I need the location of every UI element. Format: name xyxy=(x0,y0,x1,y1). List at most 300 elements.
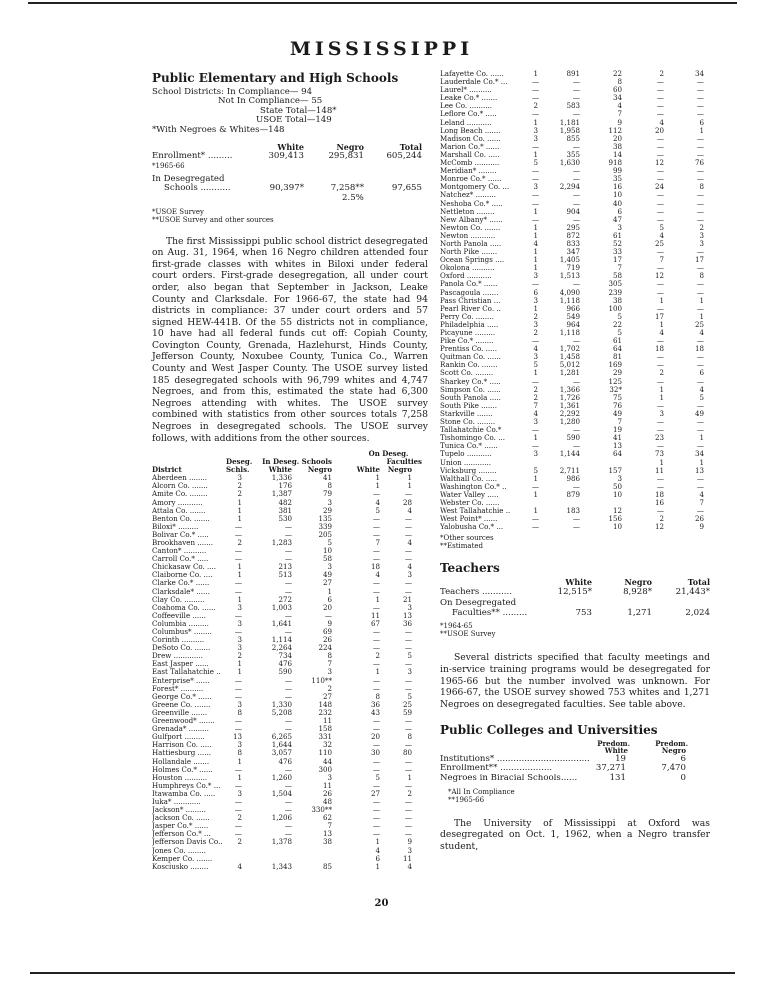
district-value: — xyxy=(532,514,540,524)
district-value: — xyxy=(234,578,242,588)
district-value: 34 xyxy=(694,69,704,78)
colleges-heading: Public Colleges and Universities xyxy=(440,723,658,738)
district-value: — xyxy=(656,206,664,216)
district-value: 25 xyxy=(402,699,412,709)
district-value: — xyxy=(656,101,664,111)
district-value: — xyxy=(696,174,704,184)
district-name: Tupelo ........... xyxy=(440,450,492,459)
district-name: Attala Co. ....... xyxy=(152,506,206,515)
district-row xyxy=(440,450,710,458)
district-name: Hattiesburg ...... xyxy=(152,749,212,758)
district-name: Kemper Co. ....... xyxy=(152,854,213,863)
district-value: 5 xyxy=(617,328,622,337)
district-value: 3 xyxy=(407,602,412,612)
district-value: — xyxy=(372,586,380,596)
deseg-faculties-row: Faculties** ......... 753 1,271 2,024 xyxy=(452,607,710,618)
district-value: 2 xyxy=(237,651,242,661)
district-name: Benton Co. ....... xyxy=(152,514,210,523)
district-name: Simpson Co. ...... xyxy=(440,385,501,394)
survey-note-2: **USOE Survey and other sources xyxy=(152,215,274,224)
district-value: — xyxy=(284,796,292,806)
district-value: 347 xyxy=(566,247,580,257)
district-name: Clarksdale* ...... xyxy=(152,587,210,596)
district-value: — xyxy=(696,149,704,159)
district-value: 1 xyxy=(375,667,380,677)
district-value: — xyxy=(572,279,580,289)
district-table-left xyxy=(152,450,428,871)
district-value: 38 xyxy=(612,295,622,305)
district-value: 5 xyxy=(407,691,412,701)
district-value: 1,330 xyxy=(271,699,292,709)
district-value: 135 xyxy=(318,513,332,523)
district-value: 11 xyxy=(322,716,332,726)
district-value: 8 xyxy=(327,481,332,491)
district-value: 5 xyxy=(375,772,380,782)
district-value: 1,405 xyxy=(559,255,580,265)
district-value: — xyxy=(532,77,540,87)
district-name: Coffeeville ...... xyxy=(152,611,206,620)
district-value: — xyxy=(696,506,704,516)
district-value: 1,260 xyxy=(271,772,292,782)
district-value: 1,387 xyxy=(271,489,292,499)
district-value: — xyxy=(234,821,242,831)
district-name: Tallahatchie Co.* xyxy=(440,426,502,435)
district-value: — xyxy=(572,190,580,200)
district-name: Monroe Co.* ...... xyxy=(440,175,502,184)
district-value: 6 xyxy=(327,594,332,604)
district-value: — xyxy=(372,829,380,839)
district-value: — xyxy=(696,109,704,119)
district-value: — xyxy=(404,546,412,556)
district-name: Jackson Co. ...... xyxy=(152,814,210,823)
district-value: 183 xyxy=(566,506,580,516)
district-name: East Tallahatchie .. xyxy=(152,668,221,677)
district-name: Pearl River Co. .. xyxy=(440,304,501,313)
district-name: Columbia ......... xyxy=(152,619,209,628)
district-value: 19 xyxy=(612,425,622,435)
district-name: Vicksburg ........ xyxy=(440,466,497,475)
district-name: Water Valley ..... xyxy=(440,490,499,499)
district-value: 2 xyxy=(659,69,664,78)
district-value: 3 xyxy=(327,772,332,782)
district-name: Okolona .......... xyxy=(440,264,495,273)
district-name: Newton ........... xyxy=(440,231,496,240)
district-value: 61 xyxy=(612,230,622,240)
district-value: 2 xyxy=(533,328,538,337)
district-name: Stone Co. ........ xyxy=(440,418,496,427)
district-value: — xyxy=(284,780,292,790)
district-value: — xyxy=(532,481,540,491)
district-name: Ocean Springs .... xyxy=(440,256,505,265)
district-value: — xyxy=(372,521,380,531)
district-value: — xyxy=(234,716,242,726)
district-value: 12 xyxy=(612,506,622,516)
district-value: 2 xyxy=(699,222,704,232)
district-value: 1 xyxy=(659,457,664,467)
teachers-heading: Teachers xyxy=(440,561,500,576)
district-value: — xyxy=(656,441,664,451)
district-name: Alcorn Co. ....... xyxy=(152,482,208,491)
district-value: — xyxy=(696,481,704,491)
district-row xyxy=(440,523,710,531)
district-name: North Panola ..... xyxy=(440,239,502,248)
district-name: Grenada* ......... xyxy=(152,725,209,734)
district-value: — xyxy=(656,93,664,103)
district-value: 21 xyxy=(402,594,412,604)
district-value: — xyxy=(404,805,412,815)
district-value: 224 xyxy=(318,643,332,653)
district-value: 1,283 xyxy=(271,537,292,547)
district-value: — xyxy=(696,417,704,427)
district-value: 69 xyxy=(322,627,332,636)
district-value: — xyxy=(284,691,292,701)
district-value: 1 xyxy=(327,586,332,596)
district-value: — xyxy=(656,85,664,95)
district-value: 10 xyxy=(612,489,622,499)
district-value: 1,206 xyxy=(271,813,292,823)
district-value: 16 xyxy=(612,182,622,192)
district-value: 205 xyxy=(318,529,332,539)
district-value: 20 xyxy=(370,732,380,742)
district-rows-left xyxy=(152,474,428,871)
district-name: Jefferson Davis Co.. xyxy=(152,838,223,847)
district-value: 1 xyxy=(533,230,538,240)
district-value: 13 xyxy=(322,829,332,839)
district-value: 176 xyxy=(278,481,292,491)
district-value: — xyxy=(404,813,412,823)
district-value: 4,090 xyxy=(559,287,580,297)
district-value: 4 xyxy=(375,497,380,507)
colleges-negroes-row: Negroes in Biracial Schools...... 131 0 xyxy=(440,773,686,784)
district-rows-right xyxy=(440,70,710,531)
district-value: 1 xyxy=(533,222,538,232)
district-value: — xyxy=(572,198,580,208)
district-value: — xyxy=(532,214,540,224)
district-value: 38 xyxy=(612,141,622,151)
district-value: 583 xyxy=(566,101,580,111)
district-value: — xyxy=(234,586,242,596)
district-name: Pass Christian ... xyxy=(440,296,501,305)
district-value: 85 xyxy=(322,861,332,871)
district-value: — xyxy=(404,489,412,499)
district-value: — xyxy=(372,740,380,750)
district-value: — xyxy=(404,683,412,693)
district-value: 879 xyxy=(566,489,580,499)
district-name: Newton Co. ....... xyxy=(440,223,501,232)
district-value: 530 xyxy=(278,513,292,523)
district-value: 8 xyxy=(699,271,704,281)
district-value: 24 xyxy=(654,182,664,192)
district-name: Washington Co.* .. xyxy=(440,482,507,491)
district-value: — xyxy=(372,627,380,636)
district-value: 1,513 xyxy=(559,271,580,281)
district-value: 25 xyxy=(654,238,664,248)
district-value: 1,361 xyxy=(559,400,580,410)
district-value: 734 xyxy=(278,651,292,661)
district-value: 49 xyxy=(322,570,332,580)
district-value: 590 xyxy=(278,667,292,677)
district-name: Greene Co. ....... xyxy=(152,700,211,709)
district-value: — xyxy=(572,376,580,386)
district-value: 719 xyxy=(566,263,580,273)
district-name: Holmes Co.* ...... xyxy=(152,765,213,774)
district-value: 3 xyxy=(407,570,412,580)
district-value: — xyxy=(696,206,704,216)
district-value: 330** xyxy=(311,805,332,815)
district-value: 59 xyxy=(402,707,412,717)
district-value: — xyxy=(656,400,664,410)
district-value: 148 xyxy=(318,699,332,709)
district-name: Tishomingo Co. ... xyxy=(440,434,505,443)
district-value: — xyxy=(372,529,380,539)
district-value: 4 xyxy=(237,861,242,871)
district-value: 18 xyxy=(370,562,380,572)
district-value: 41 xyxy=(612,433,622,443)
district-value: — xyxy=(656,247,664,257)
district-name: South Panola ..... xyxy=(440,393,501,402)
district-value: 1 xyxy=(659,319,664,329)
district-value: — xyxy=(656,166,664,176)
district-value: — xyxy=(404,643,412,653)
district-value: — xyxy=(656,109,664,119)
district-value: — xyxy=(372,716,380,726)
enrollment-note: *1965-66 xyxy=(152,161,185,170)
district-value: 3 xyxy=(237,635,242,645)
district-value: — xyxy=(656,279,664,289)
district-value: 2 xyxy=(533,384,538,394)
district-value: 40 xyxy=(612,198,622,208)
district-name: Clay Co. ......... xyxy=(152,595,205,604)
district-value: 1 xyxy=(533,489,538,499)
district-value: 482 xyxy=(278,497,292,507)
district-table-header-2: Deseg. In Deseg. Schools Faculties xyxy=(226,457,422,467)
district-value: 1 xyxy=(533,149,538,159)
district-value: 20 xyxy=(612,133,622,143)
district-value: — xyxy=(656,376,664,386)
district-value: — xyxy=(372,635,380,645)
district-value: — xyxy=(234,546,242,556)
district-value: 305 xyxy=(608,279,622,289)
district-value: 8 xyxy=(407,732,412,742)
top-rule xyxy=(28,2,737,4)
district-name: Leake Co.* ....... xyxy=(440,94,498,103)
district-value: 18 xyxy=(654,344,664,354)
district-value: 1 xyxy=(375,481,380,491)
district-value: 20 xyxy=(322,602,332,612)
district-value: 300 xyxy=(318,764,332,774)
district-value: — xyxy=(372,602,380,612)
district-value: 34 xyxy=(694,449,704,459)
district-name: Montgomery Co. ... xyxy=(440,183,510,192)
district-value: 4 xyxy=(617,101,622,111)
district-value: 18 xyxy=(694,344,704,354)
district-value: — xyxy=(234,780,242,790)
district-value: 964 xyxy=(566,319,580,329)
district-name: Long Beach ....... xyxy=(440,126,501,135)
district-value: — xyxy=(656,214,664,224)
district-value: 1 xyxy=(533,255,538,265)
district-value: 76 xyxy=(612,400,622,410)
district-value: 2 xyxy=(327,683,332,693)
district-name: West Point* ...... xyxy=(440,515,498,524)
district-value: 76 xyxy=(694,158,704,168)
district-value: — xyxy=(372,796,380,806)
district-value: — xyxy=(656,303,664,313)
district-value: — xyxy=(572,174,580,184)
district-value: 272 xyxy=(278,594,292,604)
district-value: — xyxy=(404,740,412,750)
district-value: 22 xyxy=(612,319,622,329)
district-value: 549 xyxy=(566,311,580,321)
district-value: 1,343 xyxy=(271,861,292,871)
district-value: 1 xyxy=(533,69,538,78)
district-row xyxy=(152,863,428,871)
teachers-row: Teachers ........... 12,515* 8,928* 21,443* xyxy=(440,586,710,597)
deseg-pct-row: 2.5% xyxy=(342,192,364,203)
district-value: — xyxy=(284,627,292,636)
district-value: 9 xyxy=(699,522,704,532)
district-value: — xyxy=(372,513,380,523)
district-name: Madison Co. ...... xyxy=(440,134,501,143)
district-name: DeSoto Co. ....... xyxy=(152,644,211,653)
district-value: — xyxy=(696,141,704,151)
district-name: Perry Co. ........ xyxy=(440,312,494,321)
district-value: — xyxy=(572,481,580,491)
district-value: 34 xyxy=(612,93,622,103)
district-value: 1,181 xyxy=(559,117,580,127)
district-value: 52 xyxy=(612,238,622,248)
district-name: Prentiss Co. ..... xyxy=(440,345,497,354)
district-value: — xyxy=(284,716,292,726)
district-value: 6 xyxy=(617,206,622,216)
district-value: — xyxy=(656,506,664,516)
district-value: 7 xyxy=(617,417,622,427)
district-value: 3 xyxy=(237,473,242,483)
district-value: 6,265 xyxy=(271,732,292,742)
compliance-line-5: *With Negroes & Whites—148 xyxy=(152,124,285,135)
district-name: Marshall Co. ..... xyxy=(440,150,500,159)
district-value: 49 xyxy=(694,408,704,418)
district-value: 3 xyxy=(533,295,538,305)
district-value: 43 xyxy=(370,707,380,717)
district-value: 4 xyxy=(375,570,380,580)
district-value: 62 xyxy=(322,813,332,823)
district-value: — xyxy=(372,554,380,564)
district-value: — xyxy=(284,805,292,815)
district-value: 17 xyxy=(694,255,704,265)
district-value: 1,726 xyxy=(559,392,580,402)
page-title: MISSISSIPPI xyxy=(289,38,474,60)
district-name: Quitman Co. ...... xyxy=(440,353,501,362)
district-value: 5 xyxy=(533,158,538,168)
district-value: 295 xyxy=(566,222,580,232)
district-value: 1 xyxy=(375,594,380,604)
district-name: South Pike ....... xyxy=(440,401,497,410)
district-value: — xyxy=(572,441,580,451)
district-name: Greenville ....... xyxy=(152,708,208,717)
district-value: — xyxy=(234,610,242,620)
district-value: 1 xyxy=(533,506,538,516)
colleges-institutions-row: Institutions* .................................. 19 6 xyxy=(440,753,686,764)
district-value: 7 xyxy=(327,659,332,669)
district-value: 11 xyxy=(654,465,664,475)
district-value: 1,958 xyxy=(559,125,580,135)
district-value: 9 xyxy=(407,837,412,847)
district-value: 2,292 xyxy=(559,408,580,418)
district-value: 1,336 xyxy=(271,473,292,483)
district-value: 29 xyxy=(322,505,332,515)
district-name: Harrison Co. ..... xyxy=(152,741,212,750)
district-value: — xyxy=(404,821,412,831)
district-value: 25 xyxy=(694,319,704,329)
district-value: 10 xyxy=(612,190,622,200)
district-value: 27 xyxy=(370,788,380,798)
district-value: — xyxy=(284,529,292,539)
district-value: 35 xyxy=(612,174,622,184)
compliance-line-1: School Districts: In Compliance— 94 xyxy=(152,86,313,97)
district-value: 80 xyxy=(402,748,412,758)
district-value: 2 xyxy=(237,813,242,823)
district-value: — xyxy=(372,578,380,588)
district-value: 2 xyxy=(533,392,538,402)
district-row xyxy=(152,847,428,855)
district-value: 158 xyxy=(318,724,332,734)
district-name: Starkville ....... xyxy=(440,409,493,418)
district-value: 331 xyxy=(318,732,332,742)
district-value: — xyxy=(532,336,540,346)
district-value: 3 xyxy=(237,618,242,628)
district-value: 13 xyxy=(232,732,242,742)
enrollment-header: White Negro Total xyxy=(277,141,422,152)
district-value: 4 xyxy=(659,230,664,240)
district-value: 100 xyxy=(608,303,622,313)
district-value: 1 xyxy=(237,659,242,669)
compliance-line-2: Not In Compliance— 55 xyxy=(218,96,323,107)
colleges-header-1: Predom. Predom. xyxy=(597,738,688,748)
district-value: 11 xyxy=(322,780,332,790)
district-value: 8 xyxy=(327,651,332,661)
district-value: — xyxy=(656,174,664,184)
district-value: 213 xyxy=(278,562,292,572)
district-value: 3 xyxy=(327,562,332,572)
district-value: 12 xyxy=(654,271,664,281)
district-value: 7 xyxy=(533,400,538,410)
district-value: 17 xyxy=(612,255,622,265)
district-value: 986 xyxy=(566,473,580,483)
district-value: — xyxy=(284,724,292,734)
district-value: 11 xyxy=(402,853,412,863)
district-value: 58 xyxy=(612,271,622,281)
district-value: 1 xyxy=(237,505,242,515)
district-name: Webster Co. ...... xyxy=(440,498,500,507)
district-value: — xyxy=(572,141,580,151)
district-value: 4 xyxy=(407,537,412,547)
district-value: — xyxy=(532,441,540,451)
district-value: — xyxy=(572,425,580,435)
district-value: — xyxy=(234,805,242,815)
district-value: 3 xyxy=(533,319,538,329)
district-value: — xyxy=(372,764,380,774)
district-value: — xyxy=(532,141,540,151)
district-value: 4 xyxy=(699,384,704,394)
district-value: 6 xyxy=(699,117,704,127)
district-table-header-3: District Schls. White Negro White Negro xyxy=(152,465,412,475)
district-value: 2 xyxy=(237,489,242,499)
district-value: 8 xyxy=(699,182,704,192)
district-value: 1 xyxy=(533,433,538,443)
district-value: 590 xyxy=(566,433,580,443)
district-name: Corinth .......... xyxy=(152,636,205,645)
